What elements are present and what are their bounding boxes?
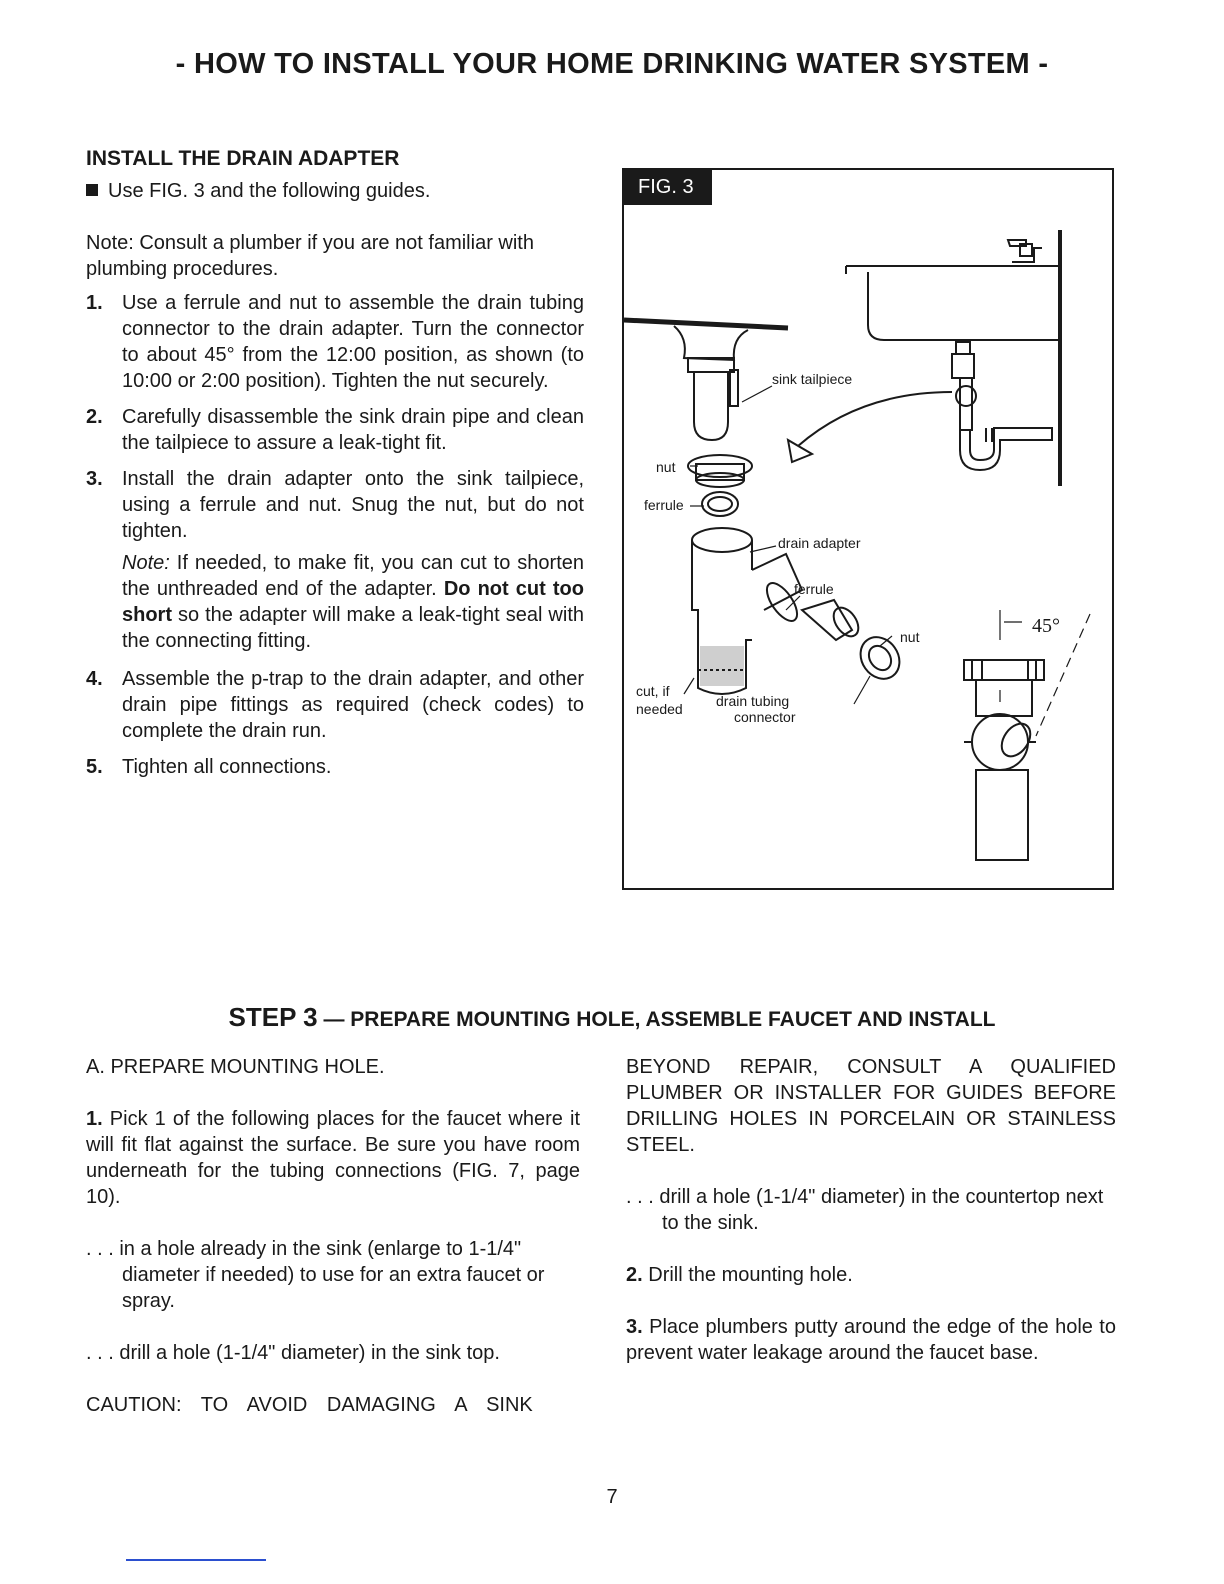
step-number: 4. [86, 668, 103, 690]
curved-arrow [798, 392, 952, 446]
label-drain-adapter: drain adapter [778, 535, 861, 551]
step-3-heading [0, 1002, 1224, 1033]
label-nut-top: nut [656, 459, 676, 475]
drain-adapter-section [86, 146, 584, 790]
step-text: Assemble the p-trap to the drain adapter, and other drain pipe fittings as required (check codes) to complete the drain run. [122, 668, 584, 742]
instruction-number: 3. [626, 1316, 643, 1338]
caution-continued: BEYOND REPAIR, CONSULT A QUALIFIED PLUMBER OR INSTALLER FOR GUIDES BEFORE DRILLING HOLES IN PORCELAIN OR STAINLESS STEEL. [626, 1056, 1116, 1156]
label-drain-tubing: drain tubing [716, 693, 790, 709]
label-needed: needed [636, 701, 683, 717]
step-3-left-column [86, 1054, 580, 1418]
section-heading: INSTALL THE DRAIN ADAPTER [86, 147, 400, 170]
label-nut-side: nut [900, 629, 920, 645]
step-number: 5. [86, 756, 103, 778]
step-3-right-column [626, 1054, 1116, 1366]
step-title: — PREPARE MOUNTING HOLE, ASSEMBLE FAUCET AND INSTALL [317, 1008, 996, 1031]
page-number: 7 [606, 1486, 618, 1508]
list-item [86, 666, 584, 744]
note-text: If needed, to make fit, you can cut to shorten the unthreaded end of the adapter. [122, 552, 584, 600]
step-number: 1. [86, 292, 103, 314]
step-text: Use a ferrule and nut to assemble the drain tubing connector to the drain adapter. Turn the connector to about 45° from the 12:00 position, as shown (to 10:00 or 2:00 position). Tighten the nut securely. [122, 292, 584, 392]
label-ferrule-side: ferrule [794, 581, 834, 597]
instruction-text: Pick 1 of the following places for the faucet where it will fit flat against the surface. Be sure you have room underneath for the tubing connections (FIG. 7, page 10). [86, 1108, 580, 1208]
step-number: 3. [86, 468, 103, 490]
instruction-text: Place plumbers putty around the edge of the hole to prevent water leakage around the faucet base. [626, 1316, 1116, 1364]
sink-tailpiece [624, 320, 788, 440]
angle-detail [964, 610, 1090, 860]
plumber-note: Note: Consult a plumber if you are not familiar with plumbing procedures. [86, 232, 534, 280]
square-bullet-icon [86, 184, 98, 196]
note-label: Note: [122, 552, 170, 574]
note-warning: Do not cut too short [122, 578, 584, 626]
subsection-heading: A. PREPARE MOUNTING HOLE. [86, 1056, 385, 1078]
figure-3 [622, 168, 1114, 890]
label-ferrule-top: ferrule [644, 497, 684, 513]
caution-start: CAUTION: TO AVOID DAMAGING A SINK [86, 1394, 533, 1416]
step-text: Carefully disassemble the sink drain pipe and clean the tailpiece to assure a leak-tight fit. [122, 406, 584, 454]
label-connector: connector [734, 709, 796, 725]
step-number-heading: STEP 3 [228, 1002, 318, 1032]
option-sink-top: . . . drill a hole (1-1/4" diameter) in the sink top. [86, 1342, 500, 1364]
side-fittings [761, 578, 907, 686]
cut-note [104, 550, 584, 654]
list-item [86, 290, 584, 394]
instruction-number: 1. [86, 1108, 103, 1130]
bullet-text: Use FIG. 3 and the following guides. [108, 180, 431, 202]
instruction-1 [86, 1106, 580, 1210]
instruction-text: Drill the mounting hole. [642, 1264, 853, 1286]
footer-rule [126, 1559, 266, 1561]
drain-steps-list [86, 290, 584, 780]
list-item [86, 404, 584, 456]
instruction-2 [626, 1262, 1116, 1288]
ferrule-part [702, 492, 738, 516]
figure-label: FIG. 3 [624, 170, 712, 205]
label-cut: cut, if [636, 683, 670, 699]
label-sink-tailpiece: sink tailpiece [772, 371, 853, 387]
instruction-3 [626, 1314, 1116, 1366]
note-text-end: so the adapter will make a leak-tight seal with the connecting fitting. [122, 604, 584, 652]
option-existing-hole: . . . in a hole already in the sink (enlarge to 1-1/4" diameter if needed) to use for an extra faucet or spray. [86, 1238, 545, 1312]
nut-part [688, 455, 752, 487]
step-text: Install the drain adapter onto the sink tailpiece, using a ferrule and nut. Snug the nut, but do not tighten. [122, 468, 584, 542]
drain-adapter-part [692, 528, 802, 694]
list-item [86, 754, 584, 780]
p-trap-assembly [952, 342, 1052, 470]
label-angle: 45° [1032, 615, 1060, 637]
page-title: - HOW TO INSTALL YOUR HOME DRINKING WATER SYSTEM - [175, 48, 1049, 80]
drain-adapter-diagram [624, 170, 1114, 890]
step-number: 2. [86, 406, 103, 428]
option-countertop: . . . drill a hole (1-1/4" diameter) in the countertop next to the sink. [626, 1186, 1104, 1234]
instruction-number: 2. [626, 1264, 643, 1286]
list-item [86, 466, 584, 654]
step-text: Tighten all connections. [122, 756, 332, 778]
bullet-line [86, 178, 584, 204]
